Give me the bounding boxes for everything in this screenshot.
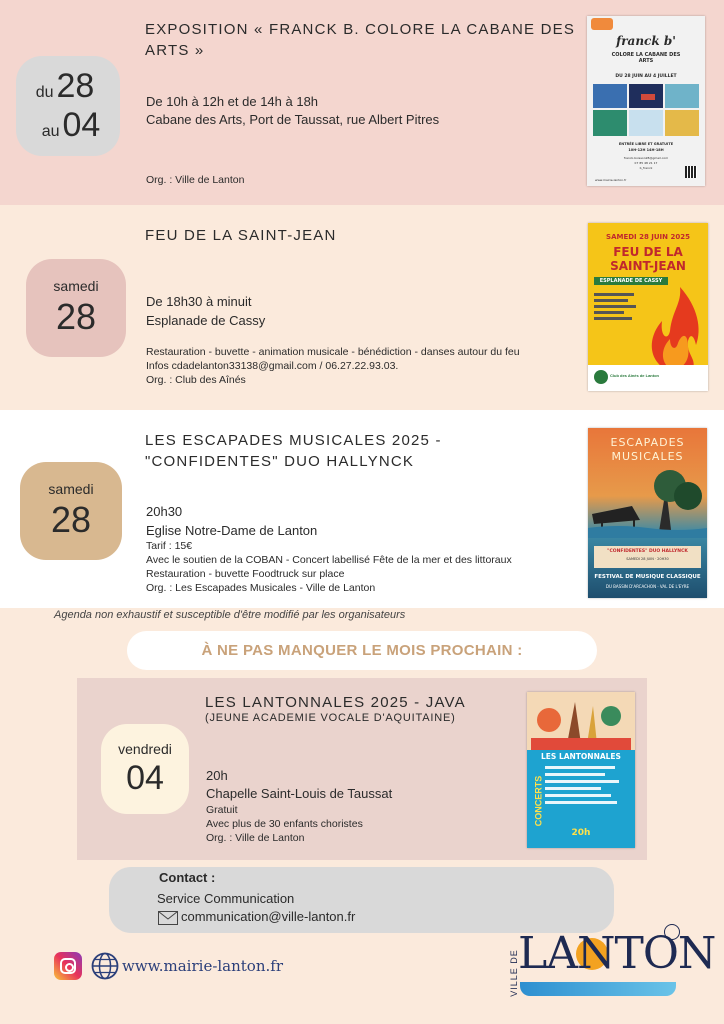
event-poster bbox=[587, 16, 705, 186]
date-number: 28 bbox=[55, 296, 97, 337]
poster-title-line1: ESCAPADES bbox=[610, 436, 685, 449]
event-price: Gratuit bbox=[206, 804, 238, 816]
event-title: FEU DE LA SAINT-JEAN bbox=[145, 227, 337, 244]
date-end: 04 bbox=[62, 106, 101, 144]
instruments-illustration bbox=[527, 692, 635, 750]
disclaimer: Agenda non exhaustif et susceptible d'être modifié par les organisateurs bbox=[54, 609, 406, 621]
date-start: 28 bbox=[56, 67, 95, 105]
event-title: EXPOSITION « FRANCK B. COLORE LA CABANE DES ARTS » bbox=[145, 21, 576, 59]
event-poster bbox=[588, 223, 708, 391]
poster-title: LES LANTONNALES bbox=[541, 752, 621, 761]
event-place: Eglise Notre-Dame de Lanton bbox=[146, 523, 318, 538]
date-badge bbox=[20, 462, 122, 560]
contact-heading: Contact : bbox=[159, 870, 216, 885]
poster-title-line1: FEU DE LA bbox=[613, 245, 683, 259]
event-time: 20h bbox=[206, 768, 228, 783]
event-detail: Restauration - buvette - animation musicale - bénédiction - danses autour du feu bbox=[146, 346, 520, 358]
envelope-icon bbox=[158, 911, 178, 925]
event-title: LES LANTONNALES 2025 - JAVA bbox=[205, 694, 466, 711]
event-choir: Avec plus de 30 enfants choristes bbox=[206, 818, 363, 830]
instagram-icon[interactable] bbox=[54, 952, 82, 980]
event-org: Org. : Ville de Lanton bbox=[206, 832, 305, 844]
event-exposition bbox=[0, 0, 724, 205]
contact-service: Service Communication bbox=[157, 891, 295, 906]
lanton-logo bbox=[498, 924, 716, 1004]
event-time: De 10h à 12h et de 14h à 18h bbox=[146, 94, 319, 109]
event-poster bbox=[588, 428, 707, 598]
logo-prefix: VILLE DE bbox=[508, 949, 519, 997]
event-place: Chapelle Saint-Louis de Taussat bbox=[206, 786, 393, 801]
poster-club: Club des Aînés de Lanton bbox=[610, 373, 659, 378]
poster-footer bbox=[588, 365, 708, 391]
date-day: vendredi bbox=[118, 740, 172, 757]
poster-band: "CONFIDENTES" DUO HALLYNCK bbox=[607, 549, 688, 554]
poster-subtitle: ESPLANADE DE CASSY bbox=[594, 277, 668, 285]
event-time: 20h30 bbox=[146, 504, 183, 519]
poster-title-line2: SAINT-JEAN bbox=[610, 259, 686, 273]
next-month-banner-text: À NE PAS MANQUER LE MOIS PROCHAIN : bbox=[201, 642, 523, 659]
date-badge bbox=[26, 259, 126, 357]
poster-contact: franck.boisson28@gmail.com bbox=[623, 156, 669, 160]
event-time: De 18h30 à minuit bbox=[146, 294, 252, 309]
poster-phone: 07 85 48 21 17 bbox=[634, 161, 658, 165]
date-badge bbox=[16, 56, 120, 156]
poster-entry: ENTRÉE LIBRE ET GRATUITE bbox=[618, 142, 674, 146]
event-title: LES ESCAPADES MUSICALES 2025 - "CONFIDENTES" DUO HALLYNCK bbox=[145, 432, 442, 470]
date-day: samedi bbox=[48, 481, 94, 497]
poster-insta: b_franck bbox=[639, 166, 653, 170]
poster-artwork bbox=[593, 84, 699, 136]
event-place: Cabane des Arts, Port de Taussat, rue Albert Pitres bbox=[146, 112, 440, 127]
date-prefix-from: du bbox=[35, 84, 54, 101]
event-support: Avec le soutien de la COBAN - Concert labellisé Fête de la mer et des littoraux bbox=[146, 554, 512, 566]
poster-title-line2: MUSICALES bbox=[611, 450, 684, 463]
globe-icon bbox=[91, 952, 119, 980]
lower-section bbox=[0, 608, 724, 1024]
event-escapades-musicales bbox=[0, 410, 724, 608]
event-catering: Restauration - buvette Foodtruck sur place bbox=[146, 568, 345, 580]
event-poster bbox=[527, 692, 635, 848]
contact-email[interactable]: communication@ville-lanton.fr bbox=[181, 909, 356, 924]
poster-date: SAMEDI 28 JUIN 2025 bbox=[606, 233, 690, 241]
poster-title: COLORE LA CABANE DES ARTS bbox=[611, 52, 681, 64]
event-info: Infos cdadelanton33138@gmail.com / 06.27.22.93.03. bbox=[146, 360, 399, 372]
logo-text: LANTON bbox=[518, 928, 716, 979]
next-month-banner bbox=[127, 631, 597, 670]
poster-brand: franck b' bbox=[616, 34, 676, 48]
poster-festival-region: DU BASSIN D'ARCACHON · VAL DE L'EYRE bbox=[605, 584, 690, 589]
logo-seal-icon bbox=[664, 924, 680, 940]
piano-island-illustration bbox=[588, 468, 707, 538]
date-day: samedi bbox=[53, 278, 99, 294]
date-badge bbox=[101, 724, 189, 814]
event-subtitle: (JEUNE ACADEMIE VOCALE D'AQUITAINE) bbox=[205, 712, 456, 724]
poster-dates: DU 28 JUIN AU 4 JUILLET bbox=[615, 74, 677, 79]
date-number: 28 bbox=[50, 499, 92, 540]
logo-wave bbox=[520, 982, 676, 996]
date-prefix-to: au bbox=[41, 123, 60, 140]
event-price: Tarif : 15€ bbox=[146, 540, 193, 552]
event-org: Org. : Ville de Lanton bbox=[146, 174, 245, 186]
event-lantonnales bbox=[77, 678, 647, 860]
poster-band-box bbox=[594, 546, 701, 568]
event-place: Esplanade de Cassy bbox=[146, 313, 266, 328]
poster-hours: 10H-12H 14H-18H bbox=[628, 148, 664, 152]
date-number: 04 bbox=[126, 758, 164, 797]
poster-time: 20h bbox=[571, 828, 591, 838]
club-logo-icon bbox=[594, 370, 608, 384]
event-feu-saint-jean bbox=[0, 205, 724, 410]
event-org: Org. : Les Escapades Musicales - Ville de Lanton bbox=[146, 582, 376, 594]
event-org: Org. : Club des Aînés bbox=[146, 374, 246, 386]
poster-side: CONCERTS bbox=[533, 775, 544, 827]
qr-code-icon bbox=[685, 166, 697, 178]
poster-festival: FESTIVAL DE MUSIQUE CLASSIQUE bbox=[594, 574, 701, 580]
poster-site: www.mairie-lanton.fr bbox=[595, 178, 627, 182]
poster-band-date: SAMEDI 28 JUIN · 20H30 bbox=[626, 557, 669, 561]
flame-icon bbox=[642, 285, 706, 375]
website-link[interactable]: www.mairie-lanton.fr bbox=[122, 957, 283, 975]
